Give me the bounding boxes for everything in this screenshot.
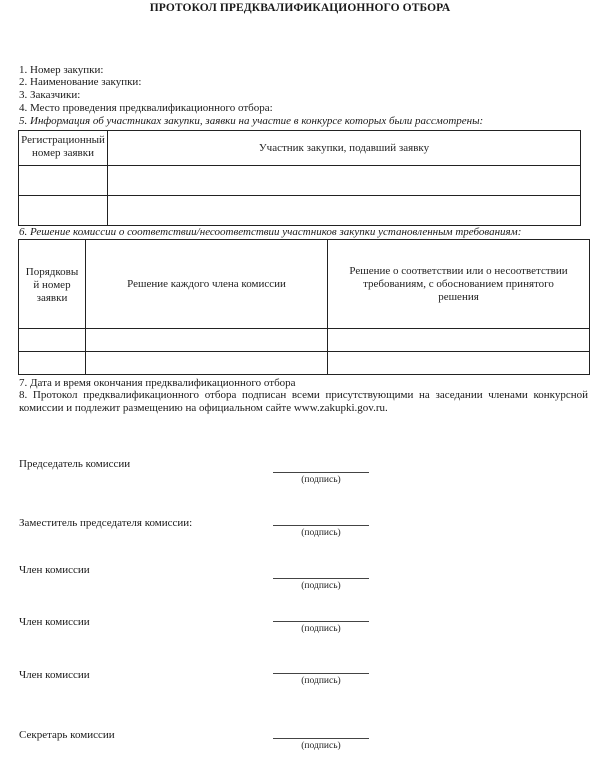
header-line: номер заявки — [32, 147, 94, 159]
header-line: решения — [438, 291, 479, 303]
table-header-row — [19, 240, 590, 329]
table-header-row — [19, 131, 581, 166]
document-title: ПРОТОКОЛ ПРЕДКВАЛИФИКАЦИОННОГО ОТБОРА — [149, 2, 451, 14]
signature-caption: (подпись) — [301, 741, 341, 751]
signature-caption: (подпись) — [301, 624, 341, 634]
cell-compliance-decision — [328, 352, 590, 375]
cell-participant — [108, 196, 581, 226]
signature-role: Секретарь комиссии — [19, 729, 115, 741]
header-serial-number — [19, 240, 86, 329]
signature-caption: (подпись) — [301, 581, 341, 591]
header-line: Решение о соответствии или о несоответствии — [349, 265, 568, 277]
paragraph-line: 8. Протокол предквалификационного отбора подписан всеми присутствующими на заседании членами конкурсной — [19, 389, 588, 401]
cell-serial-number — [19, 329, 86, 352]
header-compliance-decision — [328, 240, 590, 329]
table-row — [19, 352, 590, 375]
cell-participant — [108, 166, 581, 196]
cell-serial-number — [19, 352, 86, 375]
header-line: Порядковы — [25, 266, 79, 278]
signature-role: Член комиссии — [19, 564, 90, 576]
item-purchase-name: 2. Наименование закупки: — [19, 76, 142, 88]
cell-registration-number — [19, 196, 108, 226]
header-participant: Участник закупки, подавший заявку — [108, 131, 581, 166]
header-line: Регистрационный — [21, 134, 105, 146]
table-row — [19, 329, 590, 352]
item-venue: 4. Место проведения предквалификационного отбора: — [19, 102, 273, 114]
signature-line[interactable] — [273, 621, 369, 622]
cell-member-decision — [86, 352, 328, 375]
header-member-decision: Решение каждого члена комиссии — [86, 240, 328, 329]
item-commission-decision: 6. Решение комиссии о соответствии/несоответствии участников закупки установленным требованиям: — [19, 226, 522, 238]
item-customers: 3. Заказчики: — [19, 89, 81, 101]
decision-table — [18, 239, 590, 375]
header-line: й номер — [33, 279, 71, 291]
signature-line[interactable] — [273, 738, 369, 739]
item-protocol-signed — [19, 389, 588, 414]
cell-member-decision — [86, 329, 328, 352]
participants-table — [18, 130, 581, 226]
signature-role: Заместитель председателя комиссии: — [19, 517, 193, 529]
signature-caption: (подпись) — [301, 676, 341, 686]
signature-line[interactable] — [273, 525, 369, 526]
signature-role: Председатель комиссии — [19, 458, 131, 470]
paragraph-line: комиссии и подлежит размещению на официальном сайте www.zakupki.gov.ru. — [19, 401, 388, 414]
signature-line[interactable] — [273, 472, 369, 473]
cell-compliance-decision — [328, 329, 590, 352]
item-purchase-number: 1. Номер закупки: — [19, 64, 104, 76]
table-row — [19, 196, 581, 226]
signature-role: Член комиссии — [19, 616, 90, 628]
header-registration-number — [19, 131, 108, 166]
cell-registration-number — [19, 166, 108, 196]
header-line: требованиям, с обоснованием принятого — [363, 278, 554, 290]
signature-caption: (подпись) — [301, 475, 341, 485]
item-end-datetime: 7. Дата и время окончания предквалификационного отбора — [19, 377, 296, 389]
signature-role: Член комиссии — [19, 669, 90, 681]
signature-line[interactable] — [273, 673, 369, 674]
table-row — [19, 166, 581, 196]
item-participants-info: 5. Информация об участниках закупки, заявки на участие в конкурсе которых были рассмотрены: — [19, 115, 484, 127]
signature-line[interactable] — [273, 578, 369, 579]
header-line: заявки — [36, 292, 68, 304]
signature-caption: (подпись) — [301, 528, 341, 538]
